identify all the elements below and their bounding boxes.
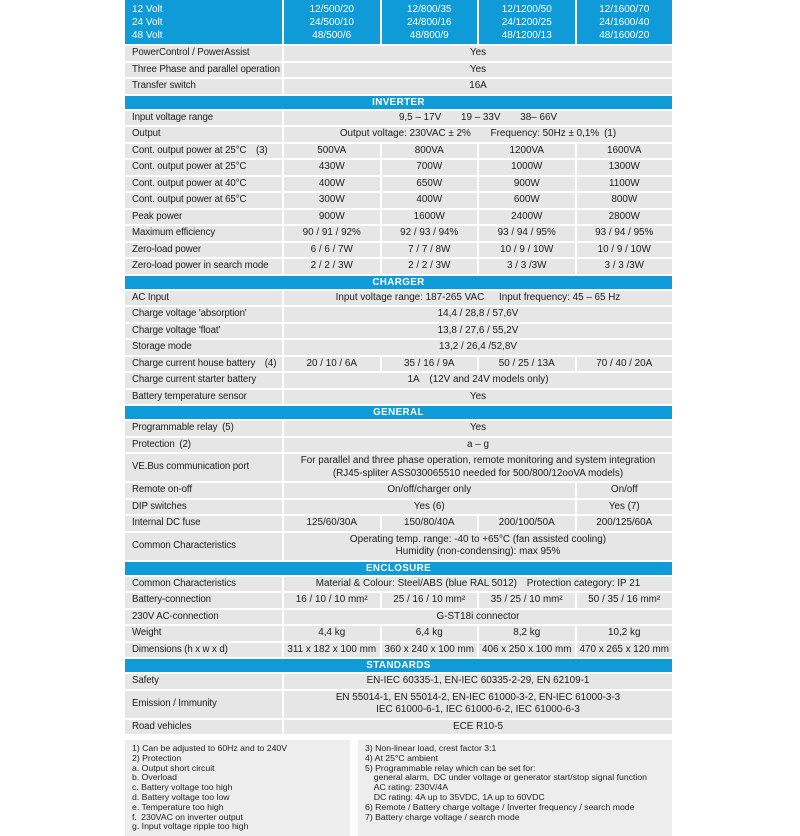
row-value: 25 / 16 / 10 mm² bbox=[382, 593, 478, 608]
row-value: 300W bbox=[284, 193, 380, 208]
row-value: 3 / 3 /3W bbox=[479, 259, 575, 274]
row-label: Common Characteristics bbox=[125, 577, 282, 592]
table-row bbox=[125, 593, 672, 608]
text-line: a. Output short circuit bbox=[132, 762, 215, 773]
row-value: 93 / 94 / 95% bbox=[577, 226, 673, 241]
text-line: AC rating: 230V/4A bbox=[365, 782, 449, 793]
row-value: 6 / 6 / 7W bbox=[284, 243, 380, 258]
row-value: 13,2 / 26,4 /52,8V bbox=[284, 340, 672, 355]
table-row bbox=[125, 454, 672, 481]
table-row bbox=[125, 111, 672, 126]
row-value: 20 / 10 / 6A bbox=[284, 357, 380, 372]
text-line: 48/1600/20 bbox=[599, 29, 650, 41]
row-label: Cont. output power at 65°C bbox=[125, 193, 282, 208]
table-row bbox=[125, 291, 672, 306]
text-line: 4) At 25°C ambient bbox=[365, 752, 439, 763]
footnotes-right bbox=[358, 740, 672, 836]
row-value: EN-IEC 60335-1, EN-IEC 60335-2-29, EN 62109-1 bbox=[284, 674, 672, 689]
text-line: 24/800/16 bbox=[407, 16, 452, 28]
text-line: f. 230VAC on inverter output bbox=[132, 811, 243, 822]
row-value: Yes bbox=[284, 390, 672, 405]
row-value: 8,2 kg bbox=[479, 626, 575, 641]
row-value: 2 / 2 / 3W bbox=[382, 259, 478, 274]
row-label: Storage mode bbox=[125, 340, 282, 355]
text-line: 2) Protection bbox=[132, 752, 182, 763]
text-line: 24 Volt bbox=[132, 16, 163, 28]
table-row bbox=[125, 324, 672, 339]
row-label: Battery-connection bbox=[125, 593, 282, 608]
text-line: Operating temp. range: -40 to +65°C (fan assisted cooling) bbox=[349, 533, 607, 545]
spec-table bbox=[125, 0, 672, 836]
text-line: b. Overload bbox=[132, 772, 177, 783]
text-line: 6) Remote / Battery charge voltage / Inverter frequency / search mode bbox=[365, 801, 635, 812]
row-label: Cont. output power at 40°C bbox=[125, 177, 282, 192]
table-row bbox=[125, 390, 672, 405]
row-value: 16 / 10 / 10 mm² bbox=[284, 593, 380, 608]
row-label: Dimensions (h x w x d) bbox=[125, 643, 282, 658]
text-line: general alarm, DC under voltage or generator start/stop signal function bbox=[365, 772, 648, 783]
row-value: 92 / 93 / 94% bbox=[382, 226, 478, 241]
row-value: 150/80/40A bbox=[382, 516, 478, 531]
row-value: 10 / 9 / 10W bbox=[479, 243, 575, 258]
row-value: ECE R10-5 bbox=[284, 720, 672, 735]
row-label: Charge voltage 'float' bbox=[125, 324, 282, 339]
row-value: 900W bbox=[284, 210, 380, 225]
row-label: Cont. output power at 25°C bbox=[125, 160, 282, 175]
row-label: Remote on-off bbox=[125, 483, 282, 498]
text-line: 48/800/9 bbox=[409, 29, 449, 41]
row-value: 311 x 182 x 100 mm bbox=[284, 643, 380, 658]
table-row bbox=[125, 63, 672, 78]
row-value: G-ST18i connector bbox=[284, 610, 672, 625]
row-label: Battery temperature sensor bbox=[125, 390, 282, 405]
row-value: Yes bbox=[284, 46, 672, 61]
row-value: 2800W bbox=[577, 210, 673, 225]
table-row bbox=[125, 243, 672, 258]
table-row bbox=[125, 373, 672, 388]
row-value: 14,4 / 28,8 / 57,6V bbox=[284, 307, 672, 322]
row-value: 7 / 7 / 8W bbox=[382, 243, 478, 258]
text-line: Humidity (non-condensing): max 95% bbox=[395, 546, 561, 557]
row-value: 10 / 9 / 10W bbox=[577, 243, 673, 258]
row-label: Peak power bbox=[125, 210, 282, 225]
row-value: 50 / 25 / 13A bbox=[479, 357, 575, 372]
row-value: 500VA bbox=[284, 144, 380, 159]
row-value: 650W bbox=[382, 177, 478, 192]
table-row bbox=[125, 516, 672, 531]
row-value bbox=[284, 454, 672, 481]
table-row bbox=[125, 500, 672, 515]
row-value: 1A (12V and 24V models only) bbox=[284, 373, 672, 388]
row-label: Input voltage range bbox=[125, 111, 282, 126]
row-value: 900W bbox=[479, 177, 575, 192]
text-line: 12 Volt bbox=[132, 3, 163, 15]
row-label: 230V AC-connection bbox=[125, 610, 282, 625]
text-line: 24/500/10 bbox=[309, 16, 354, 28]
text-line: e. Temperature too high bbox=[132, 801, 224, 812]
table-row bbox=[125, 307, 672, 322]
row-label: Weight bbox=[125, 626, 282, 641]
text-line: 48/1200/13 bbox=[501, 29, 552, 41]
table-row bbox=[125, 643, 672, 658]
table-row bbox=[125, 610, 672, 625]
table-row bbox=[125, 144, 672, 159]
row-value: Yes (7) bbox=[577, 500, 673, 515]
table-row bbox=[125, 259, 672, 274]
text-line: 24/1600/40 bbox=[599, 16, 650, 28]
row-value: 800VA bbox=[382, 144, 478, 159]
row-label: Charge voltage 'absorption' bbox=[125, 307, 282, 322]
table-row bbox=[125, 177, 672, 192]
row-value: 800W bbox=[577, 193, 673, 208]
text-line: d. Battery voltage too low bbox=[132, 791, 230, 802]
row-value: 3 / 3 /3W bbox=[577, 259, 673, 274]
row-label: DIP switches bbox=[125, 500, 282, 515]
row-label: Transfer switch bbox=[125, 79, 282, 94]
row-value: 400W bbox=[382, 193, 478, 208]
text-line: c. Battery voltage too high bbox=[132, 782, 233, 793]
row-label: Emission / Immunity bbox=[125, 691, 282, 718]
row-value: 470 x 265 x 120 mm bbox=[577, 643, 673, 658]
table-row bbox=[125, 674, 672, 689]
row-label: Safety bbox=[125, 674, 282, 689]
section-header: STANDARDS bbox=[125, 659, 672, 672]
text-line: 12/1200/50 bbox=[501, 3, 552, 15]
model-header-voltage-cell bbox=[125, 0, 282, 44]
row-value: 700W bbox=[382, 160, 478, 175]
row-value: Yes bbox=[284, 63, 672, 78]
text-line: 12/800/35 bbox=[407, 3, 452, 15]
row-label: VE.Bus communication port bbox=[125, 454, 282, 481]
row-value: 1300W bbox=[577, 160, 673, 175]
row-label: Zero-load power in search mode bbox=[125, 259, 282, 274]
model-header-cell bbox=[382, 0, 478, 44]
row-label: Protection (2) bbox=[125, 438, 282, 453]
row-value: 360 x 240 x 100 mm bbox=[382, 643, 478, 658]
row-value: 400W bbox=[284, 177, 380, 192]
row-value: 90 / 91 / 92% bbox=[284, 226, 380, 241]
row-value: 1600W bbox=[382, 210, 478, 225]
text-line: 24/1200/25 bbox=[501, 16, 552, 28]
row-value: On/off bbox=[577, 483, 673, 498]
row-label: Road vehicles bbox=[125, 720, 282, 735]
row-value: 1600VA bbox=[577, 144, 673, 159]
text-line: 7) Battery charge voltage / search mode bbox=[365, 811, 520, 822]
row-value: a – g bbox=[284, 438, 672, 453]
table-row bbox=[125, 46, 672, 61]
text-line: (RJ45-spliter ASS030065510 needed for 500/800/12ooVA models) bbox=[332, 467, 624, 479]
row-label: Output bbox=[125, 127, 282, 142]
footnotes-left bbox=[125, 740, 350, 836]
row-value: 50 / 35 / 16 mm² bbox=[577, 593, 673, 608]
section-header: ENCLOSURE bbox=[125, 562, 672, 575]
row-value: On/off/charger only bbox=[284, 483, 575, 498]
text-line: 48 Volt bbox=[132, 29, 163, 41]
text-line: For parallel and three phase operation, remote monitoring and system integration bbox=[300, 455, 656, 466]
table-row bbox=[125, 438, 672, 453]
row-value: Output voltage: 230VAC ± 2% Frequency: 50Hz ± 0,1% (1) bbox=[284, 127, 672, 142]
text-line: 5) Programmable relay which can be set for: bbox=[365, 762, 536, 773]
row-value: 93 / 94 / 95% bbox=[479, 226, 575, 241]
table-row bbox=[125, 160, 672, 175]
text-line: EN 55014-1, EN 55014-2, EN-IEC 61000-3-2, EN-IEC 61000-3-3 bbox=[335, 691, 621, 703]
table-row bbox=[125, 577, 672, 592]
row-value: Yes bbox=[284, 421, 672, 436]
table-row bbox=[125, 340, 672, 355]
table-row bbox=[125, 483, 672, 498]
row-value: 600W bbox=[479, 193, 575, 208]
row-value: 2 / 2 / 3W bbox=[284, 259, 380, 274]
table-row bbox=[125, 533, 672, 560]
row-value: 1100W bbox=[577, 177, 673, 192]
text-line: DC rating: 4A up to 35VDC, 1A up to 60VDC bbox=[365, 791, 545, 802]
text-line: 12/1600/70 bbox=[599, 3, 650, 15]
table-row bbox=[125, 127, 672, 142]
row-label: Cont. output power at 25°C (3) bbox=[125, 144, 282, 159]
table-row bbox=[125, 720, 672, 735]
row-value: 10,2 kg bbox=[577, 626, 673, 641]
row-value: 430W bbox=[284, 160, 380, 175]
model-header-cell bbox=[284, 0, 380, 44]
row-label: Maximum efficiency bbox=[125, 226, 282, 241]
text-line: g. Input voltage ripple too high bbox=[132, 821, 249, 832]
table-row bbox=[125, 210, 672, 225]
table-row bbox=[125, 626, 672, 641]
row-value: 2400W bbox=[479, 210, 575, 225]
row-value: 200/125/60A bbox=[577, 516, 673, 531]
row-value: Material & Colour: Steel/ABS (blue RAL 5012) Protection category: IP 21 bbox=[284, 577, 672, 592]
row-label: Zero-load power bbox=[125, 243, 282, 258]
row-value bbox=[284, 691, 672, 718]
row-value: 35 / 25 / 10 mm² bbox=[479, 593, 575, 608]
table-row bbox=[125, 421, 672, 436]
row-label: Programmable relay (5) bbox=[125, 421, 282, 436]
row-value: 125/60/30A bbox=[284, 516, 380, 531]
row-value: Input voltage range: 187-265 VAC Input frequency: 45 – 65 Hz bbox=[284, 291, 672, 306]
row-label: Common Characteristics bbox=[125, 533, 282, 560]
row-value: 4,4 kg bbox=[284, 626, 380, 641]
section-header: GENERAL bbox=[125, 406, 672, 419]
section-header: INVERTER bbox=[125, 96, 672, 109]
text-line: 1) Can be adjusted to 60Hz and to 240V bbox=[132, 743, 288, 753]
row-label: Charge current starter battery bbox=[125, 373, 282, 388]
row-value: 13,8 / 27,6 / 55,2V bbox=[284, 324, 672, 339]
row-label: AC Input bbox=[125, 291, 282, 306]
table-row bbox=[125, 357, 672, 372]
row-label: Internal DC fuse bbox=[125, 516, 282, 531]
table-row bbox=[125, 79, 672, 94]
text-line: 12/500/20 bbox=[309, 3, 354, 15]
row-label: Three Phase and parallel operation bbox=[125, 63, 282, 78]
text-line: 3) Non-linear load, crest factor 3:1 bbox=[365, 743, 497, 753]
row-value: 9,5 – 17V 19 – 33V 38– 66V bbox=[284, 111, 672, 126]
text-line: IEC 61000-6-1, IEC 61000-6-2, IEC 61000-6-3 bbox=[376, 704, 580, 715]
model-header-cell bbox=[577, 0, 673, 44]
table-row bbox=[125, 226, 672, 241]
row-value: 200/100/50A bbox=[479, 516, 575, 531]
row-value: 6,4 kg bbox=[382, 626, 478, 641]
row-value: 70 / 40 / 20A bbox=[577, 357, 673, 372]
row-label: PowerControl / PowerAssist bbox=[125, 46, 282, 61]
table-row bbox=[125, 193, 672, 208]
row-value: 1200VA bbox=[479, 144, 575, 159]
section-header: CHARGER bbox=[125, 276, 672, 289]
model-header-cell bbox=[479, 0, 575, 44]
row-value: 406 x 250 x 100 mm bbox=[479, 643, 575, 658]
row-value: 16A bbox=[284, 79, 672, 94]
row-value: 35 / 16 / 9A bbox=[382, 357, 478, 372]
model-header-row bbox=[125, 0, 672, 44]
text-line: 48/500/6 bbox=[312, 29, 352, 41]
table-row bbox=[125, 691, 672, 718]
footnotes bbox=[125, 740, 672, 836]
row-value: Yes (6) bbox=[284, 500, 575, 515]
row-label: Charge current house battery (4) bbox=[125, 357, 282, 372]
row-value: 1000W bbox=[479, 160, 575, 175]
row-value bbox=[284, 533, 672, 560]
